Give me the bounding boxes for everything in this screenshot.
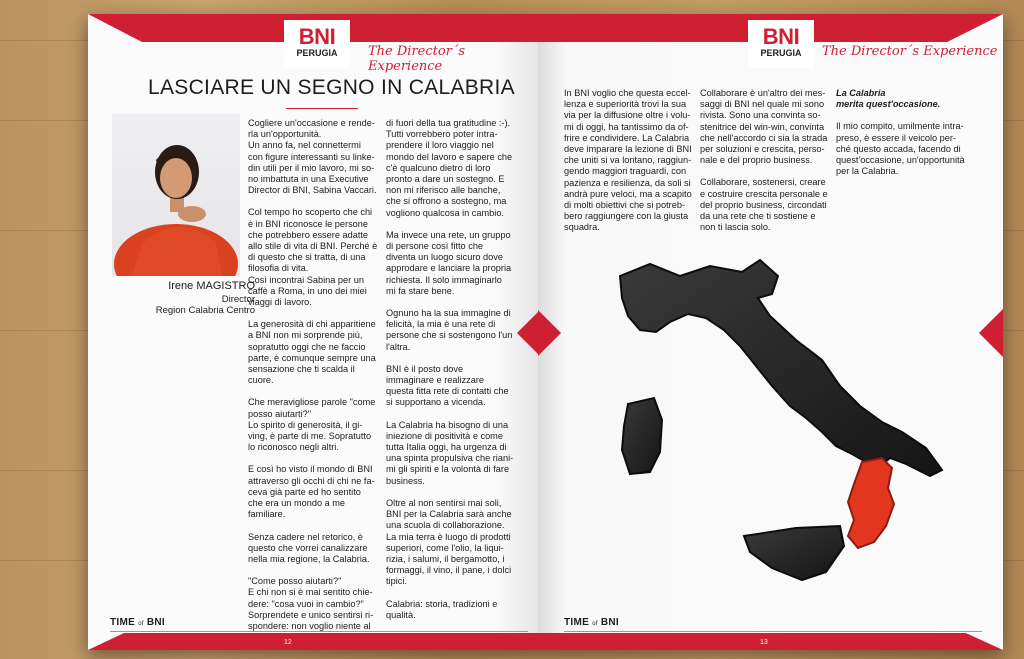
footer-bni: BNI [600,617,620,628]
paragraph: Cogliere un'occasione e renderla un'opportunità. Un anno fa, nel connettermi con figure interessanti su linkedin utili per il mio lavoro, mi sono imbattuta in una Executive Director di BNI, Sabina Vaccari. [248,118,377,196]
paragraph: BNI è il posto dove immaginare e realizzare questa fitta rete di contatti che si supportano a vicenda. [386,363,509,408]
author-role [128,294,255,316]
paragraph: Collaborare, sostenersi, creare e costruire crescita personale e del proprio business, circondati da una rete che ti sostiene e non ti lascia solo. [700,177,828,233]
paragraph: La Calabria ha bisogno di una iniezione di positività e come tutta Italia oggi, ha urgenza di una spinta propulsiva che rianimi gli spiriti e la volontà di fare business. [386,419,514,486]
page-marker-diamond-right [979,309,1003,357]
logo-text: BNI [298,24,336,49]
footer-time: TIME [564,617,590,628]
footer-bni: BNI [146,617,166,628]
paragraph: Ognuno ha la sua immagine di felicità, la mia è una rete di persone che si sostengono l'un l'altra. [386,308,513,352]
paragraph: Oltre al non sentirsi mai soli, BNI per la Calabria sarà anche una scuola di collaborazione. La mia terra è luogo di prodotti superiori, come l'olio, la liquirizia, i salumi, il bergamotto, i formaggi, il vino, il pane, i dolci tipici. [386,497,512,587]
logo-text: BNI [762,24,800,49]
paragraph: Col tempo ho scoperto che chi è in BNI riconosce le persone che potrebbero essere adatte allo stile di vita di BNI. Perché è di questo che si tratta, di una filosofia di vita. Così incontrai Sabina per un caffè a Roma, in uno dei miei viaggi di lavoro. [248,207,378,308]
italy-map [510,236,960,616]
page-number: 13 [760,639,768,646]
paragraph: Il mio compito, umilmente intrapreso, è essere il veicolo perché questo accada, facendo di quest'occasione, un'opportunità per la Calabria. [836,121,965,177]
bottom-band [88,633,538,650]
sicily-shape [744,526,844,580]
article-title: LASCIARE UN SEGNO IN CALABRIA [148,76,515,99]
left-column-2 [386,118,514,621]
right-column-1 [564,88,692,234]
footer-of: of [138,621,144,627]
footer-rule [564,631,982,632]
left-page [88,14,538,650]
tagline: The Director´s Experience [368,44,466,74]
paragraph: La generosità di chi apparitiene a BNI non mi sorprende più, sopratutto oggi che ne faccio parte, è comunque sempre una sensazione che ti scalda il cuore. [248,319,376,386]
calabria-region-shape [848,458,894,548]
title-divider [286,108,358,109]
tagline: The Director´s Experience [822,44,998,59]
left-column-1 [248,118,378,632]
author-title: Director [221,294,255,305]
sardinia-shape [622,398,662,474]
footer-time: TIME [110,617,136,628]
column-heading: La Calabria merita quest'occasione. [836,88,941,110]
page-number: 12 [284,639,292,646]
footer-of: of [592,621,598,627]
footer-brand [110,617,165,628]
author-name: Irene MAGISTRO [168,280,255,292]
footer-brand [564,617,619,628]
bni-logo [748,20,814,68]
paragraph: Ma invece una rete, un gruppo di persone così fitto che diventa un luogo sicuro dove approdare e lanciare la propria richiesta. Il solo immaginarlo mi fa stare bene. [386,229,512,296]
paragraph: Senza cadere nel retorico, è questo che vorrei canalizzare nella mia regione, la Calabria. [248,531,370,564]
bni-logo [284,20,350,68]
paragraph: Collaborare è un'altro dei messaggi di BNI nel quale mi sono rivista. Sono una convinta sostenitrice del win-win, convinta che nell'accordo ci sia la strada per soluzioni e crescita, personale e del proprio business. [700,88,828,166]
author-photo [112,114,240,276]
paragraph: Che meravigliose parole "come posso aiutarti?" Lo spirito di generosità, il giving, è parte di me. Sopratutto lo riconosco negli altri. [248,397,376,453]
italy-mainland-shape [620,260,942,476]
paragraph: E così ho visto il mondo di BNI attraverso gli occhi di chi ne faceva già parte ed ho sentito che era un mondo a me familiare. [248,464,375,520]
paragraph: Calabria: storia, tradizioni e qualità. [386,598,498,620]
right-column-3 [836,88,966,177]
paragraph: di fuori della tua gratitudine :-). Tutti vorrebbero poter intraprendere il loro viaggio nel mondo del lavoro e sapere che c'è qualcuno dietro di loro pronto a dare un sostegno. E non mi riferisco alle banche, che si offrono a sostegno, ma vogliono qualcosa in cambio. [386,118,513,218]
logo-subtitle: PERUGIA [296,48,338,58]
paragraph: In BNI voglio che questa eccellenza e superiorità trovi la sua via per la diffusione oltre i volumi di oggi, ha tantissimo da offrire e condividere. La Calabria deve imparare la lezione di BNI che uniti si va lontano, raggiungendo maggiori traguardi, con pazienza e resilienza, da soli si andrà pure veloci, ma a scapito di molti obiettivi che si potrebbero raggiungere con la giusta squadra. [564,88,692,233]
logo-subtitle: PERUGIA [760,48,802,58]
author-region: Region Calabria Centro [155,305,255,316]
footer-rule [110,631,528,632]
paragraph: "Come posso aiutarti?" E chi non si è mai sentito chiedere: "cosa vuoi in cambio?" Sorprendete e unico sentirsi rispondere: non voglio niente al [248,576,374,631]
bottom-band [538,633,1003,650]
right-column-2 [700,88,828,233]
